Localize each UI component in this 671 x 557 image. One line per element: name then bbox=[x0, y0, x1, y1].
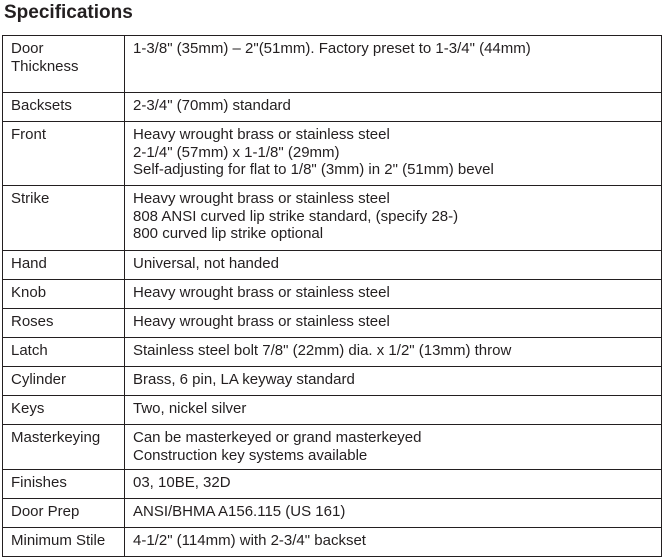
spec-row bbox=[3, 251, 662, 280]
spec-label bbox=[3, 93, 125, 122]
spec-row bbox=[3, 309, 662, 338]
spec-value-line: 2-1/4" (57mm) x 1-1/8" (29mm) bbox=[133, 143, 340, 161]
spec-label bbox=[3, 528, 125, 557]
spec-value-line: 808 ANSI curved lip strike standard, (specify 28-) bbox=[133, 207, 459, 225]
spec-label-line: Strike bbox=[11, 190, 50, 207]
spec-value-line: Stainless steel bolt 7/8" (22mm) dia. x 1/2" (13mm) throw bbox=[133, 342, 512, 359]
spec-value-line: Two, nickel silver bbox=[133, 400, 247, 417]
spec-value bbox=[125, 186, 662, 251]
spec-row bbox=[3, 36, 662, 93]
spec-value-line: 4-1/2" (114mm) with 2-3/4" backset bbox=[133, 532, 366, 549]
spec-label-line: Door Prep bbox=[11, 503, 80, 520]
spec-value bbox=[125, 470, 662, 499]
specifications-table-body bbox=[3, 36, 662, 557]
spec-value bbox=[125, 251, 662, 280]
spec-value-line: Universal, not handed bbox=[133, 255, 279, 272]
spec-label-line: Door bbox=[11, 40, 44, 57]
spec-label bbox=[3, 425, 125, 470]
spec-label bbox=[3, 280, 125, 309]
spec-label-line: Latch bbox=[11, 342, 48, 359]
spec-value bbox=[125, 309, 662, 338]
spec-label bbox=[3, 122, 125, 186]
page-title: Specifications bbox=[4, 2, 133, 23]
spec-value bbox=[125, 36, 662, 93]
spec-value-line: Heavy wrought brass or stainless steel bbox=[133, 284, 390, 301]
spec-value-line: Heavy wrought brass or stainless steel bbox=[133, 126, 390, 143]
spec-label-line: Masterkeying bbox=[11, 429, 101, 446]
spec-value-line: 1-3/8" (35mm) – 2"(51mm). Factory preset to 1-3/4" (44mm) bbox=[133, 40, 531, 57]
spec-value-line: Heavy wrought brass or stainless steel bbox=[133, 313, 390, 330]
spec-value-line: Brass, 6 pin, LA keyway standard bbox=[133, 371, 355, 388]
spec-value bbox=[125, 396, 662, 425]
spec-value-line: 03, 10BE, 32D bbox=[133, 474, 231, 491]
spec-label-line: Hand bbox=[11, 255, 47, 272]
spec-label bbox=[3, 367, 125, 396]
spec-row bbox=[3, 470, 662, 499]
spec-label bbox=[3, 309, 125, 338]
spec-label bbox=[3, 36, 125, 93]
spec-label bbox=[3, 251, 125, 280]
spec-label-line: Finishes bbox=[11, 474, 67, 491]
spec-label-line: Keys bbox=[11, 400, 45, 417]
spec-row bbox=[3, 280, 662, 309]
spec-label bbox=[3, 338, 125, 367]
spec-row bbox=[3, 528, 662, 557]
spec-label-line: Cylinder bbox=[11, 371, 67, 388]
spec-value bbox=[125, 367, 662, 396]
spec-row bbox=[3, 499, 662, 528]
spec-label-line: Roses bbox=[11, 313, 54, 330]
spec-label bbox=[3, 396, 125, 425]
spec-value-line: 2-3/4" (70mm) standard bbox=[133, 97, 291, 114]
spec-row bbox=[3, 367, 662, 396]
spec-row bbox=[3, 425, 662, 470]
spec-value bbox=[125, 499, 662, 528]
spec-label-line: Front bbox=[11, 126, 47, 143]
spec-value bbox=[125, 122, 662, 186]
spec-value-line: Heavy wrought brass or stainless steel bbox=[133, 190, 390, 207]
spec-value bbox=[125, 425, 662, 470]
spec-value-line: Self-adjusting for flat to 1/8" (3mm) in 2" (51mm) bevel bbox=[133, 161, 494, 178]
spec-value bbox=[125, 280, 662, 309]
spec-label bbox=[3, 470, 125, 499]
spec-label bbox=[3, 499, 125, 528]
spec-value-line: Construction key systems available bbox=[133, 446, 368, 464]
spec-row bbox=[3, 122, 662, 186]
spec-value-line: Can be masterkeyed or grand masterkeyed bbox=[133, 429, 422, 446]
spec-value-line: ANSI/BHMA A156.115 (US 161) bbox=[133, 503, 346, 520]
spec-label-line: Backsets bbox=[11, 97, 72, 114]
spec-row bbox=[3, 338, 662, 367]
spec-value-line: 800 curved lip strike optional bbox=[133, 225, 324, 242]
spec-label-line: Knob bbox=[11, 284, 47, 301]
spec-row bbox=[3, 186, 662, 251]
spec-label bbox=[3, 186, 125, 251]
spec-value bbox=[125, 338, 662, 367]
spec-row bbox=[3, 396, 662, 425]
spec-label-line: Minimum Stile bbox=[11, 532, 106, 549]
spec-label-line: Thickness bbox=[11, 57, 79, 75]
spec-value bbox=[125, 528, 662, 557]
spec-row bbox=[3, 93, 662, 122]
spec-value bbox=[125, 93, 662, 122]
specifications-table bbox=[2, 35, 662, 557]
